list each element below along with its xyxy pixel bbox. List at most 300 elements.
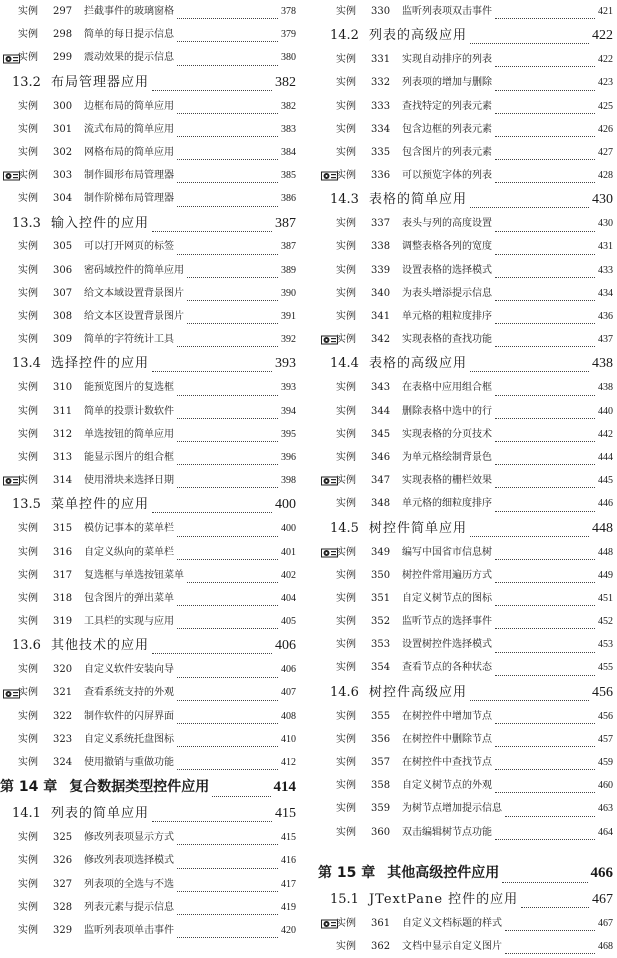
entry-title: 调整表格各列的宽度 bbox=[402, 241, 492, 253]
leader-dots bbox=[177, 395, 278, 396]
entry-title: 在表格中应用组合框 bbox=[402, 382, 492, 394]
entry-label: 实例 bbox=[336, 264, 356, 276]
section-title: 表格的高级应用 bbox=[368, 356, 467, 372]
entry-label: 实例 bbox=[336, 77, 356, 89]
page-number: 382 bbox=[275, 74, 296, 90]
chapter-title: 其他高级控件应用 bbox=[387, 864, 500, 881]
entry-number: 331 bbox=[371, 54, 391, 66]
leader-dots bbox=[505, 930, 595, 931]
entry-title: 列表项的全选与不选 bbox=[84, 878, 174, 890]
toc-entry bbox=[0, 682, 300, 705]
entry-title: 给文本区设置背景图片 bbox=[84, 311, 184, 323]
entry-number: 339 bbox=[371, 264, 391, 276]
page-number: 422 bbox=[592, 28, 613, 44]
leader-dots bbox=[177, 937, 278, 938]
toc-entry bbox=[318, 492, 617, 515]
page-number: 389 bbox=[281, 264, 296, 276]
toc-section-heading bbox=[0, 351, 300, 376]
leader-dots bbox=[177, 254, 278, 255]
page-number: 396 bbox=[281, 451, 296, 463]
leader-dots bbox=[495, 66, 595, 67]
entry-number: 362 bbox=[371, 940, 391, 952]
entry-number: 351 bbox=[371, 592, 391, 604]
toc-right-column bbox=[318, 0, 617, 958]
entry-number: 361 bbox=[371, 917, 391, 929]
entry-number: 338 bbox=[371, 241, 391, 253]
entry-label: 实例 bbox=[336, 757, 356, 769]
page-number: 408 bbox=[281, 710, 296, 722]
entry-label: 实例 bbox=[18, 855, 38, 867]
entry-title: 文档中显示自定义图片 bbox=[402, 940, 502, 952]
toc-entry bbox=[318, 564, 617, 587]
page-number: 402 bbox=[281, 569, 296, 581]
entry-number: 314 bbox=[53, 475, 73, 487]
toc-left-column bbox=[0, 0, 300, 942]
page-number: 430 bbox=[598, 218, 613, 230]
toc-entry bbox=[318, 423, 617, 446]
entry-label: 实例 bbox=[336, 100, 356, 112]
entry-number: 304 bbox=[53, 193, 73, 205]
chapter-title: 复合数据类型控件应用 bbox=[69, 779, 210, 796]
entry-title: 工具栏的实现与应用 bbox=[84, 616, 174, 628]
entry-title: 自定义纵向的菜单栏 bbox=[84, 546, 174, 558]
leader-dots bbox=[177, 441, 278, 442]
section-number: 14.6 bbox=[330, 684, 359, 700]
entry-number: 335 bbox=[371, 146, 391, 158]
entry-number: 306 bbox=[53, 264, 73, 276]
page-number: 416 bbox=[281, 855, 296, 867]
leader-dots bbox=[495, 395, 595, 396]
leader-dots bbox=[495, 90, 595, 91]
toc-entry bbox=[0, 46, 300, 69]
entry-label: 实例 bbox=[336, 146, 356, 158]
page-number: 436 bbox=[598, 311, 613, 323]
page-number: 385 bbox=[281, 170, 296, 182]
page-number: 464 bbox=[598, 826, 613, 838]
page-number: 456 bbox=[598, 710, 613, 722]
video-disc-icon bbox=[3, 54, 20, 64]
leader-dots bbox=[177, 891, 278, 892]
entry-title: 制作圆形布局管理器 bbox=[84, 170, 174, 182]
leader-dots bbox=[495, 254, 595, 255]
toc-entry bbox=[318, 797, 617, 820]
entry-label: 实例 bbox=[336, 170, 356, 182]
entry-label: 实例 bbox=[336, 616, 356, 628]
entry-title: 简单的投票计数软件 bbox=[84, 405, 174, 417]
toc-entry bbox=[318, 541, 617, 564]
section-number: 14.2 bbox=[330, 28, 359, 44]
toc-section-heading bbox=[0, 492, 300, 517]
chapter-number: 第 14 章 bbox=[0, 779, 58, 796]
entry-number: 337 bbox=[371, 218, 391, 230]
toc-entry bbox=[318, 282, 617, 305]
page-number: 414 bbox=[273, 779, 296, 796]
toc-entry bbox=[0, 564, 300, 587]
section-title: JTextPane 控件的应用 bbox=[368, 891, 519, 907]
entry-title: 能显示图片的组合框 bbox=[84, 451, 174, 463]
entry-number: 311 bbox=[53, 405, 73, 417]
toc-entry bbox=[318, 376, 617, 399]
entry-number: 329 bbox=[53, 924, 73, 936]
toc-entry bbox=[0, 400, 300, 423]
leader-dots bbox=[495, 487, 595, 488]
leader-dots bbox=[495, 182, 595, 183]
entry-title: 简单的每日提示信息 bbox=[84, 29, 174, 41]
toc-entry bbox=[318, 48, 617, 71]
toc-entry bbox=[0, 849, 300, 872]
toc-entry bbox=[0, 919, 300, 942]
toc-entry bbox=[318, 751, 617, 774]
entry-title: 修改列表项选择模式 bbox=[84, 855, 174, 867]
toc-chapter-heading bbox=[318, 860, 617, 887]
page-number: 452 bbox=[598, 616, 613, 628]
entry-number: 336 bbox=[371, 170, 391, 182]
toc-entry bbox=[318, 212, 617, 235]
leader-dots bbox=[495, 18, 595, 19]
section-number: 14.5 bbox=[330, 520, 359, 536]
page-number: 459 bbox=[598, 757, 613, 769]
leader-dots bbox=[152, 90, 272, 91]
leader-dots bbox=[495, 582, 595, 583]
leader-dots bbox=[495, 723, 595, 724]
leader-dots bbox=[521, 907, 589, 908]
entry-number: 346 bbox=[371, 451, 391, 463]
section-number: 14.3 bbox=[330, 192, 359, 208]
entry-number: 328 bbox=[53, 901, 73, 913]
entry-label: 实例 bbox=[18, 123, 38, 135]
toc-entry bbox=[0, 469, 300, 492]
page-number: 428 bbox=[598, 170, 613, 182]
entry-label: 实例 bbox=[336, 123, 356, 135]
page-number: 431 bbox=[598, 241, 613, 253]
leader-dots bbox=[177, 746, 278, 747]
entry-number: 320 bbox=[53, 664, 73, 676]
toc-entry bbox=[0, 164, 300, 187]
toc-entry bbox=[0, 873, 300, 896]
toc-entry bbox=[318, 821, 617, 844]
toc-entry bbox=[0, 259, 300, 282]
toc-entry bbox=[318, 400, 617, 423]
entry-number: 333 bbox=[371, 100, 391, 112]
leader-dots bbox=[177, 206, 278, 207]
toc-entry bbox=[318, 774, 617, 797]
entry-title: 实现表格的分页技术 bbox=[402, 428, 492, 440]
leader-dots bbox=[505, 816, 595, 817]
leader-dots bbox=[152, 231, 272, 232]
entry-label: 实例 bbox=[18, 405, 38, 417]
toc-entry bbox=[318, 0, 617, 23]
toc-entry bbox=[318, 469, 617, 492]
page-number: 466 bbox=[590, 864, 613, 881]
page-number: 455 bbox=[598, 662, 613, 674]
entry-number: 325 bbox=[53, 832, 73, 844]
toc-entry bbox=[318, 118, 617, 141]
entry-title: 密码域控件的简单应用 bbox=[84, 264, 184, 276]
leader-dots bbox=[177, 18, 278, 19]
entry-label: 实例 bbox=[18, 475, 38, 487]
entry-number: 312 bbox=[53, 428, 73, 440]
page-number: 425 bbox=[598, 100, 613, 112]
section-title: 列表的简单应用 bbox=[50, 806, 149, 822]
leader-dots bbox=[470, 43, 589, 44]
entry-title: 编写中国省市信息树 bbox=[402, 546, 492, 558]
entry-label: 实例 bbox=[18, 451, 38, 463]
entry-title: 监听节点的选择事件 bbox=[402, 616, 492, 628]
entry-label: 实例 bbox=[18, 523, 38, 535]
section-title: 列表的高级应用 bbox=[368, 28, 467, 44]
page-number: 406 bbox=[275, 638, 296, 654]
entry-number: 301 bbox=[53, 123, 73, 135]
toc-entry bbox=[0, 896, 300, 919]
entry-label: 实例 bbox=[18, 924, 38, 936]
entry-number: 322 bbox=[53, 710, 73, 722]
toc-section-heading bbox=[318, 887, 617, 912]
toc-entry bbox=[0, 446, 300, 469]
page-number: 390 bbox=[281, 287, 296, 299]
entry-title: 监听列表项双击事件 bbox=[402, 5, 492, 17]
spacer bbox=[318, 844, 617, 860]
entry-label: 实例 bbox=[18, 264, 38, 276]
toc-entry bbox=[318, 446, 617, 469]
leader-dots bbox=[177, 41, 278, 42]
toc-section-heading bbox=[318, 351, 617, 376]
entry-number: 341 bbox=[371, 311, 391, 323]
page-number: 427 bbox=[598, 146, 613, 158]
page-number: 460 bbox=[598, 780, 613, 792]
entry-number: 302 bbox=[53, 146, 73, 158]
section-number: 14.1 bbox=[12, 806, 41, 822]
entry-title: 设置树控件选择模式 bbox=[402, 639, 492, 651]
video-disc-icon bbox=[321, 171, 338, 181]
entry-title: 使用撤销与重做功能 bbox=[84, 757, 174, 769]
entry-number: 305 bbox=[53, 241, 73, 253]
entry-label: 实例 bbox=[18, 901, 38, 913]
page-number: 415 bbox=[275, 806, 296, 822]
entry-label: 实例 bbox=[336, 917, 356, 929]
section-number: 15.1 bbox=[330, 891, 359, 907]
entry-label: 实例 bbox=[336, 218, 356, 230]
entry-title: 简单的字符统计工具 bbox=[84, 334, 174, 346]
leader-dots bbox=[495, 652, 595, 653]
toc-entry bbox=[0, 705, 300, 728]
page-number: 422 bbox=[598, 54, 613, 66]
leader-dots bbox=[187, 277, 278, 278]
page-number: 393 bbox=[275, 356, 296, 372]
leader-dots bbox=[187, 323, 278, 324]
entry-label: 实例 bbox=[18, 569, 38, 581]
section-title: 树控件简单应用 bbox=[368, 520, 467, 536]
entry-number: 318 bbox=[53, 592, 73, 604]
entry-number: 313 bbox=[53, 451, 73, 463]
leader-dots bbox=[177, 536, 278, 537]
entry-number: 319 bbox=[53, 616, 73, 628]
entry-number: 308 bbox=[53, 311, 73, 323]
entry-title: 设置表格的选择模式 bbox=[402, 264, 492, 276]
entry-label: 实例 bbox=[336, 451, 356, 463]
entry-title: 给文本域设置背景图片 bbox=[84, 287, 184, 299]
toc-entry bbox=[318, 935, 617, 958]
leader-dots bbox=[177, 844, 278, 845]
entry-label: 实例 bbox=[336, 475, 356, 487]
leader-dots bbox=[177, 136, 278, 137]
toc-entry bbox=[318, 705, 617, 728]
toc-entry bbox=[0, 141, 300, 164]
entry-label: 实例 bbox=[336, 54, 356, 66]
entry-number: 326 bbox=[53, 855, 73, 867]
leader-dots bbox=[495, 839, 595, 840]
leader-dots bbox=[495, 418, 595, 419]
entry-number: 327 bbox=[53, 878, 73, 890]
entry-title: 震动效果的提示信息 bbox=[84, 52, 174, 64]
toc-entry bbox=[318, 141, 617, 164]
page-number: 438 bbox=[598, 382, 613, 394]
entry-label: 实例 bbox=[336, 780, 356, 792]
toc-entry bbox=[318, 236, 617, 259]
entry-title: 自定义系统托盘图标 bbox=[84, 733, 174, 745]
leader-dots bbox=[177, 464, 278, 465]
section-number: 14.4 bbox=[330, 356, 359, 372]
entry-title: 包含边框的列表元素 bbox=[402, 123, 492, 135]
entry-title: 为表头增添提示信息 bbox=[402, 287, 492, 299]
entry-number: 355 bbox=[371, 710, 391, 722]
toc-chapter-heading bbox=[0, 774, 300, 801]
entry-label: 实例 bbox=[336, 639, 356, 651]
entry-number: 310 bbox=[53, 382, 73, 394]
entry-title: 复选框与单选按钮菜单 bbox=[84, 569, 184, 581]
page-number: 453 bbox=[598, 639, 613, 651]
video-disc-icon bbox=[3, 689, 20, 699]
entry-label: 实例 bbox=[18, 710, 38, 722]
leader-dots bbox=[152, 512, 272, 513]
leader-dots bbox=[177, 914, 278, 915]
entry-number: 358 bbox=[371, 780, 391, 792]
entry-title: 列表项的增加与删除 bbox=[402, 77, 492, 89]
toc-section-heading bbox=[318, 187, 617, 212]
toc-section-heading bbox=[0, 801, 300, 826]
toc-entry bbox=[318, 164, 617, 187]
leader-dots bbox=[470, 700, 589, 701]
video-disc-icon bbox=[3, 171, 20, 181]
entry-title: 双击编辑树节点功能 bbox=[402, 826, 492, 838]
leader-dots bbox=[495, 300, 595, 301]
toc-section-heading bbox=[318, 516, 617, 541]
entry-number: 354 bbox=[371, 662, 391, 674]
entry-label: 实例 bbox=[18, 170, 38, 182]
entry-label: 实例 bbox=[336, 5, 356, 17]
page-number: 417 bbox=[281, 878, 296, 890]
section-title: 菜单控件的应用 bbox=[50, 497, 149, 513]
page-number: 394 bbox=[281, 405, 296, 417]
leader-dots bbox=[177, 723, 278, 724]
toc-entry bbox=[318, 71, 617, 94]
entry-label: 实例 bbox=[336, 334, 356, 346]
leader-dots bbox=[495, 136, 595, 137]
entry-number: 357 bbox=[371, 757, 391, 769]
leader-dots bbox=[495, 559, 595, 560]
page-number: 410 bbox=[281, 733, 296, 745]
entry-title: 包含图片的弹出菜单 bbox=[84, 592, 174, 604]
page-number: 384 bbox=[281, 146, 296, 158]
page-number: 391 bbox=[281, 311, 296, 323]
entry-number: 359 bbox=[371, 803, 391, 815]
entry-label: 实例 bbox=[336, 826, 356, 838]
toc-entry bbox=[318, 328, 617, 351]
page-number: 406 bbox=[281, 664, 296, 676]
page-number: 407 bbox=[281, 687, 296, 699]
entry-title: 模仿记事本的菜单栏 bbox=[84, 523, 174, 535]
entry-title: 自定义树节点的图标 bbox=[402, 592, 492, 604]
entry-label: 实例 bbox=[18, 52, 38, 64]
leader-dots bbox=[177, 182, 278, 183]
entry-title: 在树控件中增加节点 bbox=[402, 710, 492, 722]
leader-dots bbox=[152, 653, 272, 654]
toc-entry bbox=[0, 541, 300, 564]
page-number: 449 bbox=[598, 569, 613, 581]
entry-label: 实例 bbox=[336, 940, 356, 952]
page-number: 380 bbox=[281, 52, 296, 64]
toc-entry bbox=[0, 658, 300, 681]
section-number: 13.2 bbox=[12, 74, 41, 90]
entry-title: 实现表格的栅栏效果 bbox=[402, 475, 492, 487]
entry-title: 表头与列的高度设置 bbox=[402, 218, 492, 230]
entry-title: 删除表格中选中的行 bbox=[402, 405, 492, 417]
entry-label: 实例 bbox=[18, 757, 38, 769]
page-number: 457 bbox=[598, 733, 613, 745]
entry-label: 实例 bbox=[336, 382, 356, 394]
toc-section-heading bbox=[0, 70, 300, 95]
page-number: 445 bbox=[598, 475, 613, 487]
entry-number: 334 bbox=[371, 123, 391, 135]
toc-entry bbox=[0, 282, 300, 305]
entry-number: 345 bbox=[371, 428, 391, 440]
leader-dots bbox=[470, 371, 589, 372]
entry-title: 列表元素与提示信息 bbox=[84, 901, 174, 913]
toc-section-heading bbox=[0, 633, 300, 658]
entry-number: 360 bbox=[371, 826, 391, 838]
leader-dots bbox=[470, 536, 589, 537]
leader-dots bbox=[177, 700, 278, 701]
entry-label: 实例 bbox=[18, 592, 38, 604]
toc-section-heading bbox=[318, 23, 617, 48]
entry-label: 实例 bbox=[336, 733, 356, 745]
video-disc-icon bbox=[3, 476, 20, 486]
entry-title: 单元格的细粒度排序 bbox=[402, 498, 492, 510]
entry-number: 342 bbox=[371, 334, 391, 346]
leader-dots bbox=[495, 323, 595, 324]
entry-title: 树控件常用遍历方式 bbox=[402, 569, 492, 581]
page-number: 387 bbox=[281, 241, 296, 253]
leader-dots bbox=[152, 371, 272, 372]
page-number: 419 bbox=[281, 901, 296, 913]
entry-label: 实例 bbox=[336, 546, 356, 558]
entry-title: 可以预览字体的列表 bbox=[402, 170, 492, 182]
section-title: 其他技术的应用 bbox=[50, 638, 149, 654]
page-number: 395 bbox=[281, 428, 296, 440]
page-number: 383 bbox=[281, 123, 296, 135]
entry-title: 单选按钮的简单应用 bbox=[84, 428, 174, 440]
toc-entry bbox=[0, 826, 300, 849]
leader-dots bbox=[177, 113, 278, 114]
page-number: 392 bbox=[281, 334, 296, 346]
video-disc-icon bbox=[321, 919, 338, 929]
page-number: 386 bbox=[281, 193, 296, 205]
leader-dots bbox=[177, 65, 278, 66]
entry-number: 348 bbox=[371, 498, 391, 510]
entry-number: 352 bbox=[371, 616, 391, 628]
entry-label: 实例 bbox=[18, 546, 38, 558]
entry-title: 实现自动排序的列表 bbox=[402, 54, 492, 66]
leader-dots bbox=[495, 792, 595, 793]
